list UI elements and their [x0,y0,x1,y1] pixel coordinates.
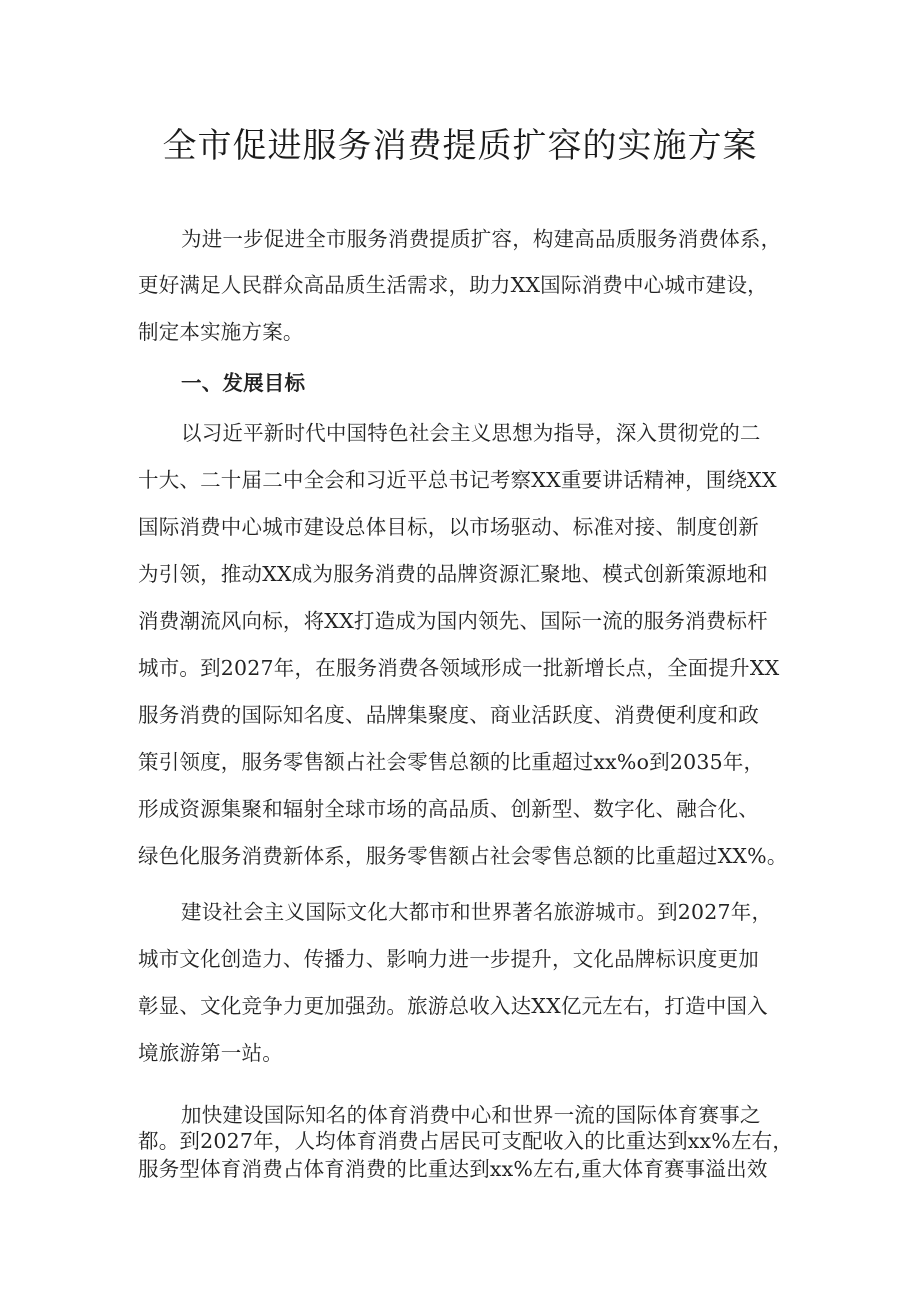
paragraph-line: 十大、二十届二中全会和习近平总书记考察XX重要讲话精神，围绕XX [138,468,777,492]
section-heading: 一、发展目标 [181,371,306,395]
paragraph-line: 城市文化创造力、传播力、影响力进一步提升，文化品牌标识度更加 [138,947,759,971]
paragraph-line: 境旅游第一站。 [138,1041,283,1065]
paragraph-line: 绿色化服务消费新体系，服务零售额占社会零售总额的比重超过XX%。 [138,844,788,868]
paragraph-line: 彰显、文化竞争力更加强劲。旅游总收入达XX亿元左右，打造中国入 [138,994,768,1018]
document-title: 全市促进服务消费提质扩容的实施方案 [162,126,758,166]
paragraph-line: 制定本实施方案。 [138,320,304,344]
paragraph-line: 更好满足人民群众高品质生活需求，助力XX国际消费中心城市建设， [138,273,768,297]
paragraph-line: 服务型体育消费占体育消费的比重达到xx%左右,重大体育赛事溢出效 [138,1157,768,1181]
paragraph-line: 消费潮流风向标，将XX打造成为国内领先、国际一流的服务消费标杆 [138,609,768,633]
paragraph-line: 策引领度，服务零售额占社会零售总额的比重超过xx%o到2035年， [138,750,765,774]
paragraph-line: 以习近平新时代中国特色社会主义思想为指导，深入贯彻党的二 [181,421,761,445]
paragraph-line: 为进一步促进全市服务消费提质扩容，构建高品质服务消费体系， [181,227,782,251]
paragraph-line: 形成资源集聚和辐射全球市场的高品质、创新型、数字化、融合化、 [138,797,759,821]
paragraph-line: 都。到2027年，人均体育消费占居民可支配收入的比重达到xx%左右， [138,1129,794,1153]
paragraph-line: 城市。到2027年，在服务消费各领域形成一批新增长点，全面提升XX [138,656,780,680]
paragraph-line: 服务消费的国际知名度、品牌集聚度、商业活跃度、消费便利度和政 [138,703,759,727]
paragraph-line: 为引领，推动XX成为服务消费的品牌资源汇聚地、模式创新策源地和 [138,562,768,586]
paragraph-line: 建设社会主义国际文化大都市和世界著名旅游城市。到2027年， [181,900,773,924]
paragraph-line: 加快建设国际知名的体育消费中心和世界一流的国际体育赛事之 [181,1103,761,1127]
paragraph-line: 国际消费中心城市建设总体目标，以市场驱动、标准对接、制度创新 [138,515,759,539]
